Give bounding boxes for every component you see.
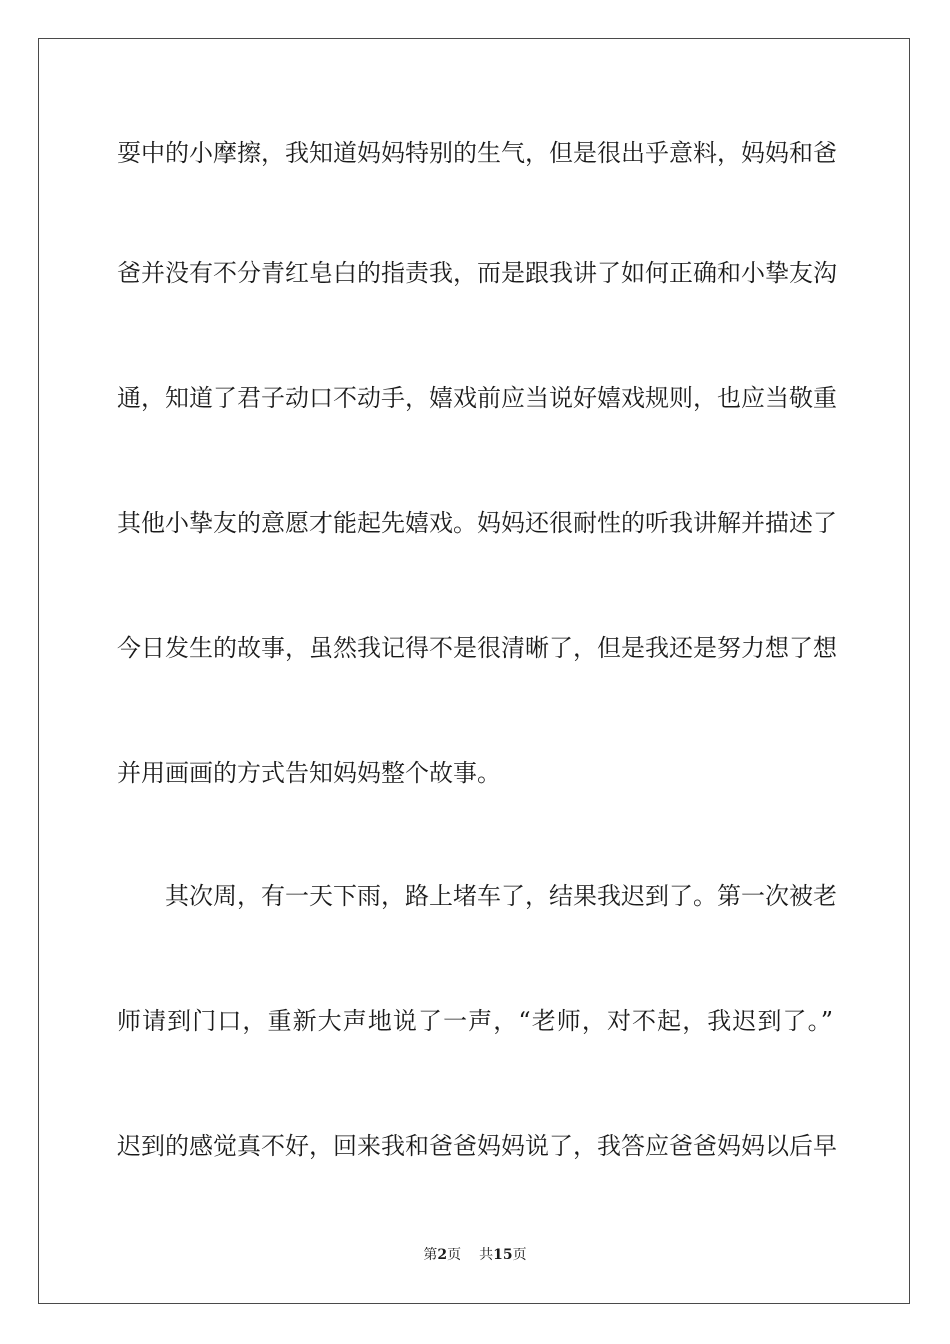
footer-page-prefix: 第 <box>423 1247 438 1263</box>
body-line-5: 今日发生的故事，虽然我记得不是很清晰了，但是我还是努力想了想 <box>117 634 837 662</box>
body-line-8: 师请到门口，重新大声地说了一声，“老师，对不起，我迟到了。” <box>117 1007 833 1035</box>
body-line-2: 爸并没有不分青红皂白的指责我，而是跟我讲了如何正确和小挚友沟 <box>117 259 837 287</box>
page-border <box>38 38 910 1304</box>
body-line-4: 其他小挚友的意愿才能起先嬉戏。妈妈还很耐性的听我讲解并描述了 <box>117 509 837 537</box>
body-line-6: 并用画画的方式告知妈妈整个故事。 <box>117 759 501 787</box>
footer-total-prefix: 共 <box>479 1247 494 1263</box>
body-line-7: 其次周，有一天下雨，路上堵车了，结果我迟到了。第一次被老 <box>165 882 837 910</box>
footer-page-total: 15 <box>493 1247 513 1263</box>
footer-page-suffix: 页 <box>447 1247 462 1263</box>
footer-page-current: 2 <box>437 1247 448 1263</box>
page-footer <box>0 1246 950 1264</box>
footer-total-suffix: 页 <box>512 1247 527 1263</box>
body-line-1: 耍中的小摩擦，我知道妈妈特别的生气，但是很出乎意料，妈妈和爸 <box>117 139 837 167</box>
body-line-3: 通，知道了君子动口不动手，嬉戏前应当说好嬉戏规则，也应当敬重 <box>117 384 837 412</box>
body-line-9: 迟到的感觉真不好，回来我和爸爸妈妈说了，我答应爸爸妈妈以后早 <box>117 1132 837 1160</box>
